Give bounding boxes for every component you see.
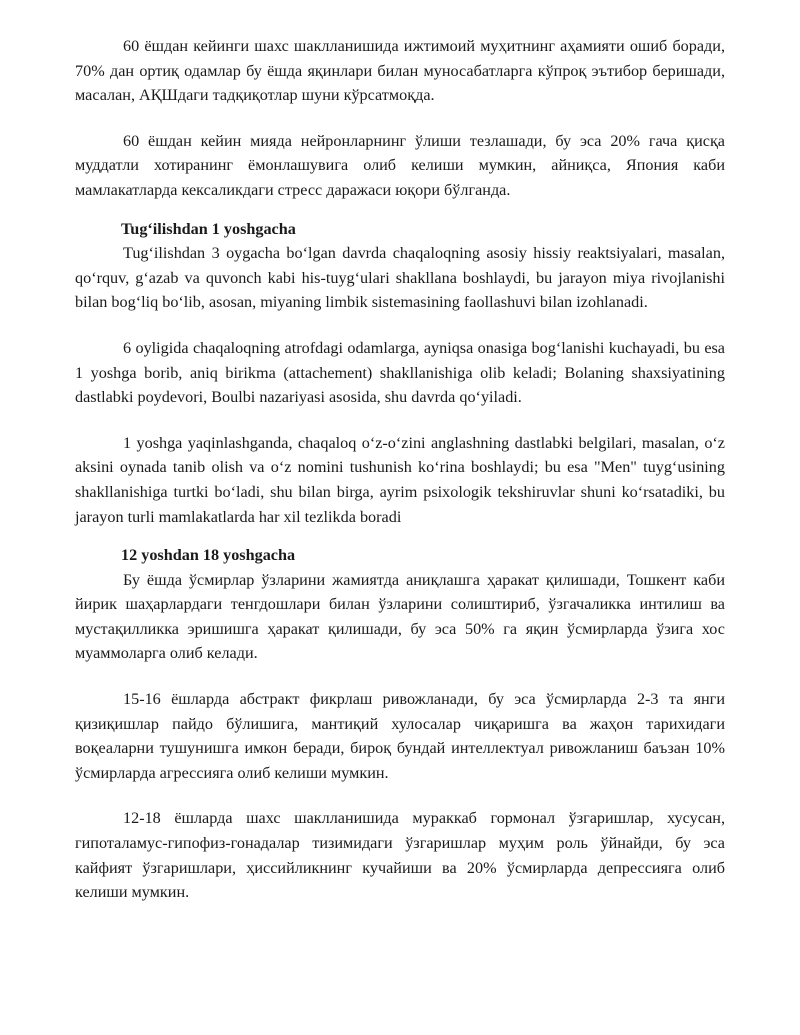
paragraph-adolescence-1: Бу ёшда ўсмирлар ўзларини жамиятда аниқлашга ҳаракат қилишади, Тошкент каби йирик шаҳарлардаги тенгдошлари билан ўзларини солиштириб, ўзгачаликка интилиш ва мустақилликка эришишга ҳаракат қилишади, бу эса 50% га яқин ўсмирларда ўзига хос муаммоларга олиб келади. <box>75 570 725 663</box>
paragraph-intro-2: 60 ёшдан кейин мияда нейронларнинг ўлиши тезлашади, бу эса 20% гача қисқа муддатли хотиранинг ёмонлашувига олиб келиши мумкин, айниқса, Япония каби мамлакатларда кексаликдаги стресс даражаси юқори бўлганда. <box>75 131 725 199</box>
paragraph-infancy-1: Tug‘ilishdan 3 oygacha bo‘lgan davrda chaqaloqning asosiy hissiy reaktsiyalari, masalan, qo‘rquv, g‘azab va quvonch kabi his-tuyg‘ulari shakllana boshlaydi, bu jarayon miya rivojlanishi bilan bog‘liq bo‘lib, asosan, miyaning limbik sistemasining faollashuvi bilan izohlanadi. <box>75 244 725 312</box>
paragraph-infancy-2: 6 oyligida chaqaloqning atrofdagi odamlarga, ayniqsa onasiga bog‘lanishi kuchayadi, bu esa 1 yoshga borib, aniq birikma (attachement) shakllanishiga olib keladi; Bolaning shaxsiyatining dastlabki poydevori, Boulbi nazariyasi asosida, shu davrda qo‘yiladi. <box>75 338 725 407</box>
paragraph-intro-1: 60 ёшдан кейинги шахс шаклланишида ижтимоий муҳитнинг аҳамияти ошиб боради, 70% дан ортиқ одамлар бу ёшда яқинлари билан муносабатларга кўпроқ эътибор беришади, масалан, АҚШдаги тадқиқотлар шуни кўрсатмоқда. <box>75 37 725 105</box>
paragraph-adolescence-3: 12-18 ёшларда шахс шаклланишида мураккаб гормонал ўзгаришлар, хусусан, гипоталамус-гипофиз-гонадалар тизимидаги ўзгаришлар муҳим роль ўйнайди, бу эса кайфият ўзгаришлари, ҳиссийликнинг кучайиши ва 20% ўсмирларда депрессияга олиб келиши мумкин. <box>75 809 725 902</box>
paragraph-infancy-3: 1 yoshga yaqinlashganda, chaqaloq o‘z-o‘zini anglashning dastlabki belgilari, masalan, o‘z aksini oynada tanib olish va o‘z nomini tushunish ko‘rina boshlaydi; bu esa "Men" tuyg‘usining shakllanishiga turtki bo‘ladi, shu bilan birga, ayrim psixologik tekshiruvlar shuni ko‘rsatadiki, bu jarayon turli mamlakatlarda har xil tezlikda boradi <box>75 433 725 526</box>
document-page <box>75 34 725 926</box>
section-heading-infancy: Tug‘ilishdan 1 yoshgacha <box>121 219 296 238</box>
paragraph-adolescence-2: 15-16 ёшларда абстракт фикрлаш ривожланади, бу эса ўсмирларда 2-3 та янги қизиқишлар пайдо бўлишига, мантиқий хулосалар чиқаришга ва жаҳон тарихидаги воқеаларни тушунишга имкон беради, бироқ бундай интеллектуал ривожланиш баъзан 10% ўсмирларда агрессияга олиб келиши мумкин. <box>75 690 725 782</box>
section-heading-adolescence: 12 yoshdan 18 yoshgacha <box>121 546 296 565</box>
